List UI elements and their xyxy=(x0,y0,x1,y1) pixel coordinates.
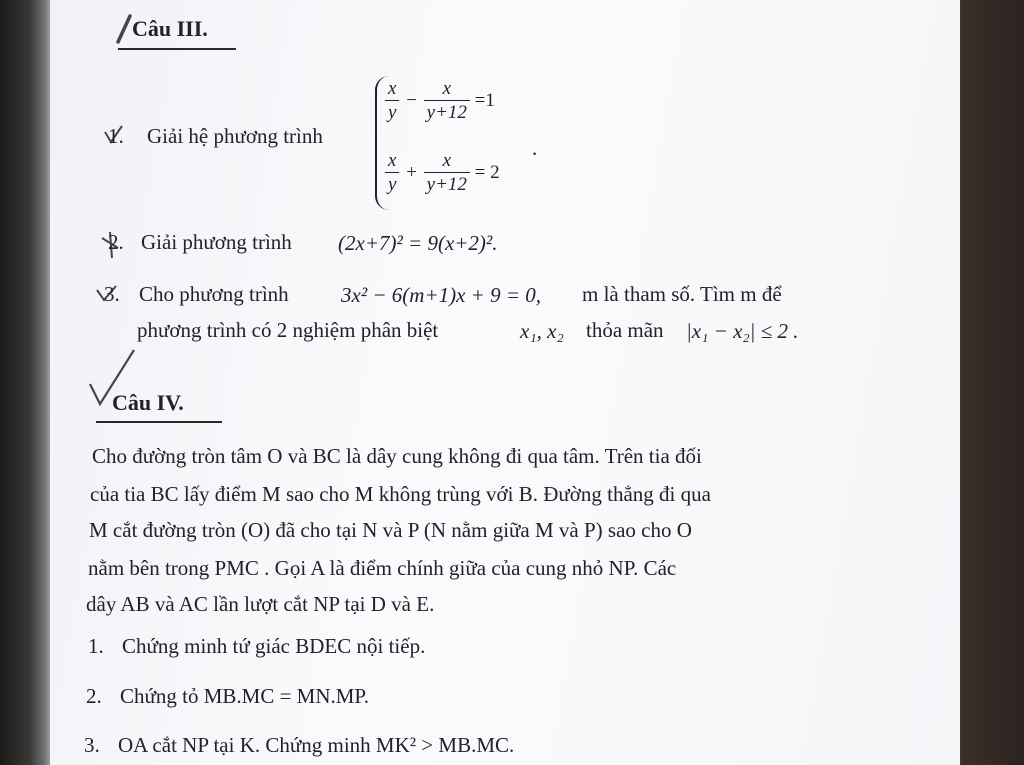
question-3-equation: 3x² − 6(m+1)x + 9 = 0, xyxy=(341,283,542,307)
paragraph-line: Cho đường tròn tâm O và BC là dây cung không đi qua tâm. Trên tia đối xyxy=(92,444,702,468)
paragraph-line: của tia BC lấy điểm M sao cho M không trùng với B. Đường thẳng đi qua xyxy=(90,482,711,506)
fraction-x-over-y-plus-12: $\frac{x}{y+12}$ xyxy=(424,150,470,197)
section-4-item-2-text: Chứng tỏ MB.MC = MN.MP. xyxy=(120,684,370,708)
system-equation-1: $\frac{x}{y}$ − $\frac{x}{y+12}$ =1 xyxy=(385,78,495,125)
section-4-heading: Câu IV. xyxy=(112,390,184,415)
paragraph-line: dây AB và AC lần lượt cắt NP tại D và E. xyxy=(86,592,435,616)
question-3-inequality: |x₁ − x₂| ≤ 2 . xyxy=(686,319,799,343)
fraction-x-over-y-plus-12: $\frac{x}{y+12}$ xyxy=(424,78,470,125)
section-4-item-1-text: Chứng minh tứ giác BDEC nội tiếp. xyxy=(122,634,426,658)
fraction-x-over-y: $\frac{x}{y}$ xyxy=(385,78,399,125)
question-2-text: Giải phương trình xyxy=(141,230,292,254)
question-2-equation: (2x+7)² = 9(x+2)². xyxy=(338,231,498,255)
question-3-roots: x₁, x₂ xyxy=(520,319,564,343)
exam-page xyxy=(50,0,960,765)
section-4-item-2-number: 2. xyxy=(86,684,102,708)
question-1-number: 1. xyxy=(108,124,124,148)
question-3-line-1-suffix: m là tham số. Tìm m để xyxy=(582,282,782,306)
question-3-line-1-prefix: Cho phương trình xyxy=(139,282,289,306)
paragraph-line: M cắt đường tròn (O) đã cho tại N và P (N nằm giữa M và P) sao cho O xyxy=(89,518,692,542)
system-equation-2: $\frac{x}{y}$ + $\frac{x}{y+12}$ = 2 xyxy=(385,150,500,197)
section-4-item-3-text: OA cắt NP tại K. Chứng minh MK² > MB.MC. xyxy=(118,733,515,757)
question-3-line-2-prefix: phương trình có 2 nghiệm phân biệt xyxy=(137,318,439,342)
question-3-number: 3. xyxy=(104,282,120,306)
section-4-item-1-number: 1. xyxy=(88,634,104,658)
paragraph-line: nằm bên trong PMC . Gọi A là điểm chính giữa của cung nhỏ NP. Các xyxy=(88,556,677,580)
section-3-heading: Câu III. xyxy=(132,16,208,41)
pen-check-mark-icon xyxy=(114,14,134,44)
equation-2-rhs: = 2 xyxy=(474,161,500,183)
heading-underline xyxy=(96,421,222,423)
heading-underline xyxy=(118,48,236,50)
section-4-item-3-number: 3. xyxy=(84,733,100,757)
fraction-x-over-y: $\frac{x}{y}$ xyxy=(385,150,399,197)
question-2-number: 2. xyxy=(108,230,124,254)
equation-1-rhs: =1 xyxy=(474,89,495,111)
system-terminator: . xyxy=(532,136,538,160)
question-1-text: Giải hệ phương trình xyxy=(147,124,323,148)
question-3-line-2-mid: thỏa mãn xyxy=(586,318,664,342)
